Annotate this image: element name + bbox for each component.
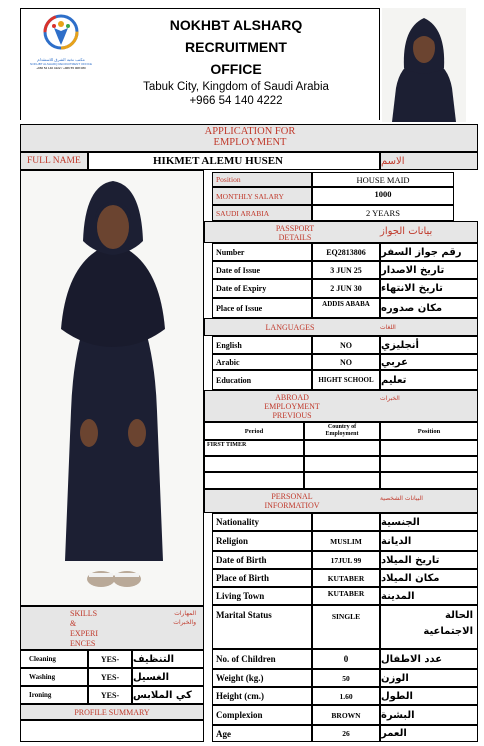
washing-ar: الغسيل (132, 668, 204, 686)
col-period: Period (204, 422, 304, 440)
english-ar: أنجليزي (380, 336, 478, 354)
education-label: Education (212, 370, 312, 390)
weight-ar: الوزن (380, 669, 478, 687)
complexion-ar: البشرة (380, 705, 478, 725)
company-title-line3: OFFICE (210, 61, 262, 77)
salary-value: 1000 (312, 187, 454, 205)
complexion-value: BROWN (312, 705, 380, 725)
country-value: 2 YEARS (312, 205, 454, 221)
company-logo (30, 12, 92, 74)
abroad-section-title (254, 393, 330, 420)
company-title-line1: NOKHBT ALSHARQ (169, 17, 303, 33)
passport-section-line2: DETAILS (278, 233, 312, 242)
ironing-value: YES- (88, 686, 132, 704)
passport-number-ar: رقم جواز السفر (380, 243, 478, 261)
company-city: Tabuk City, Kingdom of Saudi Arabia (143, 81, 329, 93)
marital-label: Marital Status (212, 605, 312, 649)
issue-date-label: Date of Issue (212, 261, 312, 279)
position-value: HOUSE MAID (312, 172, 454, 187)
ironing-label: Ironing (20, 686, 88, 704)
religion-value: MUSLIM (312, 531, 380, 551)
application-title-line2: EMPLOYMENT (213, 137, 287, 148)
passport-section-line1: PASSPORT (275, 224, 315, 233)
age-ar: العمر (380, 725, 478, 742)
skills-section-title (70, 609, 120, 649)
cleaning-value: YES- (88, 650, 132, 668)
dob-ar: تاريخ الميلاد (380, 551, 478, 569)
cleaning-ar: التنظيف (132, 650, 204, 668)
arabic-label: Arabic (212, 354, 312, 370)
position-label: Position (212, 172, 312, 187)
religion-ar: الديانة (380, 531, 478, 551)
abroad-section-line1: ABROAD (275, 393, 309, 402)
abroad-cell (380, 456, 478, 472)
height-value: 1.60 (312, 687, 380, 705)
abroad-cell (304, 472, 380, 489)
height-label: Height (cm.) (212, 687, 312, 705)
skills-section-line1: SKILLS (70, 609, 98, 618)
marital-ar-line1: الحالة (445, 610, 473, 621)
complexion-label: Complexion (212, 705, 312, 725)
age-value: 26 (312, 725, 380, 742)
religion-label: Religion (212, 531, 312, 551)
expiry-date-value: 2 JUN 30 (312, 279, 380, 298)
abroad-cell (380, 472, 478, 489)
expiry-date-label: Date of Expiry (212, 279, 312, 298)
company-title-line2: RECRUITMENT (185, 39, 287, 55)
cleaning-label: Cleaning (20, 650, 88, 668)
weight-label: Weight (kg.) (212, 669, 312, 687)
children-value: 0 (312, 649, 380, 669)
skills-section-line2: & (70, 619, 77, 628)
col-position: Position (380, 422, 478, 440)
application-title-line1: APPLICATION FOR (204, 126, 296, 137)
education-value: HIGHT SCHOOL (312, 370, 380, 390)
abroad-cell (304, 456, 380, 472)
abroad-cell (380, 440, 478, 456)
living-town-ar: المدينة (380, 587, 478, 605)
age-label: Age (212, 725, 312, 742)
washing-label: Washing (20, 668, 88, 686)
personal-section-line1: PERSONAL (271, 492, 313, 501)
languages-section-title: LANGUAGES (265, 322, 315, 332)
personal-section-line2: INFORMATIOV (264, 501, 320, 510)
full-body-photo (20, 170, 204, 606)
skills-section-ar-line1: المهارات (174, 610, 196, 617)
passport-section-ar: بيانات الجواز (380, 225, 433, 237)
weight-value: 50 (312, 669, 380, 687)
portrait-photo (382, 8, 466, 122)
personal-section-ar: البيانات الشخصية (380, 494, 423, 502)
dob-value: 17JUL 99 (312, 551, 380, 569)
expiry-date-ar: تاريخ الانتهاء (380, 279, 478, 298)
skills-section-line3: EXPERI (70, 629, 98, 638)
logo-text-en: NOKHBT ALSHARQ RECRUITMENT OFFICE (30, 62, 92, 66)
children-ar: عدد الاطفال (380, 649, 478, 669)
passport-number-label: Number (212, 243, 312, 261)
full-name-label: FULL NAME (20, 152, 88, 170)
passport-section-title (258, 224, 332, 242)
marital-value: SINGLE (312, 605, 380, 649)
issue-date-value: 3 JUN 25 (312, 261, 380, 279)
education-ar: تعليم (380, 370, 478, 390)
nationality-ar: الجنسية (380, 513, 478, 531)
profile-summary-header: PROFILE SUMMARY (20, 704, 204, 720)
abroad-section-ar: الخبرات (380, 394, 400, 402)
nationality-label: Nationality (212, 513, 312, 531)
country-label: SAUDI ARABIA (212, 205, 312, 221)
company-title (102, 14, 370, 80)
col-country (304, 422, 380, 440)
company-phone: +966 54 140 4222 (189, 95, 283, 107)
english-value: NO (312, 336, 380, 354)
languages-section-ar: اللغات (380, 323, 396, 331)
marital-ar-line2: الاجتماعية (423, 626, 473, 637)
abroad-cell (204, 472, 304, 489)
logo-phone: +966 54 140 4222 / +966 55 008 080 (36, 66, 86, 70)
skills-section-ar-line2: والخبرات (173, 619, 196, 626)
abroad-section-line3: PREVIOUS (272, 411, 312, 420)
skills-section-ar (140, 609, 196, 627)
living-town-value: KUTABER (312, 587, 380, 605)
application-title (180, 126, 320, 148)
issue-place-ar: مكان صدوره (380, 298, 478, 318)
skills-section-line4: ENCES (70, 639, 96, 648)
logo-emblem-icon (30, 12, 92, 52)
washing-value: YES- (88, 668, 132, 686)
arabic-value: NO (312, 354, 380, 370)
issue-place-value: ADDIS ABABA (312, 298, 380, 318)
dob-label: Date of Birth (212, 551, 312, 569)
col-country-line2: Employment (325, 431, 359, 437)
nationality-value (312, 513, 380, 531)
issue-place-label: Place of Issue (212, 298, 312, 318)
personal-section-title (252, 492, 332, 510)
abroad-section (204, 390, 478, 422)
salary-label: MONTHLY SALARY (212, 187, 312, 205)
logo-text-ar: مكتب نخبة الشرق للاستقدام (37, 57, 85, 62)
col-country-line1: Country of (327, 424, 357, 430)
languages-section (204, 318, 478, 336)
profile-summary-body (20, 720, 204, 742)
birthplace-value: KUTABER (312, 569, 380, 587)
abroad-section-line2: EMPLOYMENT (264, 402, 320, 411)
english-label: English (212, 336, 312, 354)
passport-number-value: EQ2813806 (312, 243, 380, 261)
living-town-label: Living Town (212, 587, 312, 605)
birthplace-label: Place of Birth (212, 569, 312, 587)
abroad-cell (204, 456, 304, 472)
abroad-cell (304, 440, 380, 456)
children-label: No. of Children (212, 649, 312, 669)
first-timer: FIRST TIMER (204, 440, 304, 456)
ironing-ar: كي الملابس (132, 686, 204, 704)
marital-ar (380, 605, 478, 649)
birthplace-ar: مكان الميلاد (380, 569, 478, 587)
issue-date-ar: تاريخ الاصدار (380, 261, 478, 279)
height-ar: الطول (380, 687, 478, 705)
full-name-value: HIKMET ALEMU HUSEN (88, 152, 380, 170)
arabic-ar: عربي (380, 354, 478, 370)
full-name-ar: الاسم (380, 152, 478, 170)
